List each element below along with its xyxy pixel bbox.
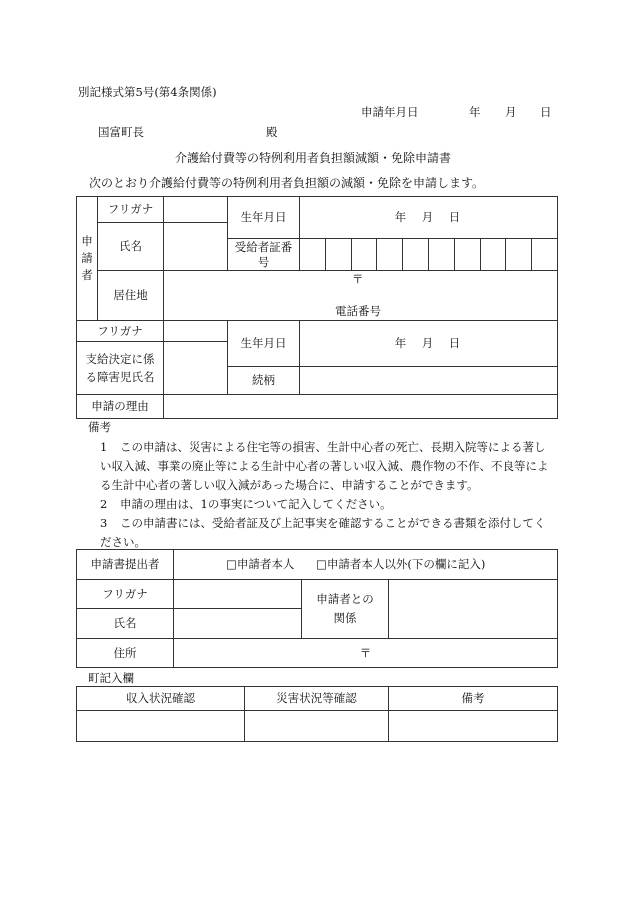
- submitter-address-field[interactable]: 〒: [174, 639, 558, 668]
- option-self-checkbox[interactable]: □申請者本人: [226, 557, 295, 572]
- child-furigana-field[interactable]: [164, 321, 228, 342]
- child-birth-date-field[interactable]: 年 月 日: [300, 321, 558, 367]
- relationship-label: 続柄: [228, 367, 300, 395]
- month-label: 月: [505, 105, 517, 119]
- income-check-header: 収入状況確認: [77, 687, 245, 711]
- recipient-id-digit[interactable]: [325, 239, 351, 271]
- postal-mark: 〒: [352, 272, 364, 286]
- form-number: 別記様式第5号(第4条関係): [78, 85, 217, 99]
- applicant-table: [76, 196, 558, 419]
- submitter-address-label: 住所: [77, 639, 174, 668]
- intro-text: 次のとおり介護給付費等の特例利用者負担額の減額・免除を申請します。: [89, 176, 485, 190]
- relation-label: 申請者との関係: [302, 580, 389, 639]
- applicant-name-label: 氏名: [98, 223, 164, 271]
- note-item: [100, 514, 555, 552]
- submitter-table: [76, 549, 558, 668]
- recipient-id-digit[interactable]: [351, 239, 377, 271]
- reason-field[interactable]: [164, 395, 558, 419]
- recipient-id-digit[interactable]: [532, 239, 558, 271]
- applicant-furigana-field[interactable]: [164, 197, 228, 223]
- recipient-id-digit[interactable]: [454, 239, 480, 271]
- remarks-field[interactable]: [389, 711, 558, 742]
- applicant-furigana-label: フリガナ: [98, 197, 164, 223]
- document-title: 介護給付費等の特例利用者負担額減額・免除申請書: [175, 151, 452, 165]
- relation-field[interactable]: [389, 580, 558, 639]
- recipient-id-label: 受給者証番号: [228, 239, 300, 271]
- disaster-check-field[interactable]: [245, 711, 389, 742]
- submitter-label: 申請書提出者: [77, 550, 174, 580]
- recipient-id-digit[interactable]: [300, 239, 326, 271]
- reason-label: 申請の理由: [77, 395, 164, 419]
- phone-label: 電話番号: [335, 304, 381, 318]
- recipient-id-digit[interactable]: [377, 239, 403, 271]
- submitter-furigana-field[interactable]: [174, 580, 302, 609]
- town-section-heading: 町記入欄: [88, 671, 134, 685]
- applicant-address-field[interactable]: [164, 271, 558, 321]
- applicant-birth-date-label: 生年月日: [228, 197, 300, 239]
- applicant-address-label: 居住地: [98, 271, 164, 321]
- town-table: [76, 686, 558, 742]
- recipient-id-digit[interactable]: [506, 239, 532, 271]
- applicant-section-label: 申請者: [77, 197, 98, 321]
- option-other-checkbox[interactable]: □申請者本人以外(下の欄に記入): [316, 557, 486, 572]
- note-text: この申請は、災害による住宅等の損害、生計中心者の死亡、長期入院等による著しい収入減、事業の廃止等による生計中心者の著しい収入減、農作物の不作、不良等による生計中心者の著しい収入減があった場合に、申請することができます。: [100, 440, 549, 492]
- year-label: 年: [469, 105, 481, 119]
- child-furigana-label: フリガナ: [77, 321, 164, 342]
- notes-heading: 備考: [88, 420, 111, 434]
- recipient-id-digit[interactable]: [480, 239, 506, 271]
- application-date-label: 申請年月日: [361, 105, 419, 119]
- recipient-id-digit[interactable]: [428, 239, 454, 271]
- note-number: 2: [100, 497, 108, 511]
- note-item: [100, 438, 555, 495]
- addressee: 国富町長: [98, 125, 144, 139]
- child-birth-date-label: 生年月日: [228, 321, 300, 367]
- submitter-name-label: 氏名: [77, 609, 174, 639]
- disaster-check-header: 災害状況等確認: [245, 687, 389, 711]
- child-name-field[interactable]: [164, 342, 228, 395]
- day-label: 日: [540, 105, 552, 119]
- relationship-field[interactable]: [300, 367, 558, 395]
- note-number: 1: [100, 440, 108, 454]
- honorific: 殿: [266, 125, 278, 139]
- applicant-name-field[interactable]: [164, 223, 228, 271]
- note-text: 申請の理由は、1の事実について記入してください。: [120, 497, 392, 511]
- note-number: 3: [100, 516, 108, 530]
- note-text: この申請書には、受給者証及び上記事実を確認することができる書類を添付してください。: [100, 516, 546, 549]
- submitter-options: [174, 550, 558, 580]
- applicant-birth-date-field[interactable]: 年 月 日: [300, 197, 558, 239]
- child-name-label: 支給決定に係る障害児氏名: [77, 342, 164, 395]
- remarks-header: 備考: [389, 687, 558, 711]
- income-check-field[interactable]: [77, 711, 245, 742]
- submitter-name-field[interactable]: [174, 609, 302, 639]
- submitter-furigana-label: フリガナ: [77, 580, 174, 609]
- recipient-id-digit[interactable]: [403, 239, 429, 271]
